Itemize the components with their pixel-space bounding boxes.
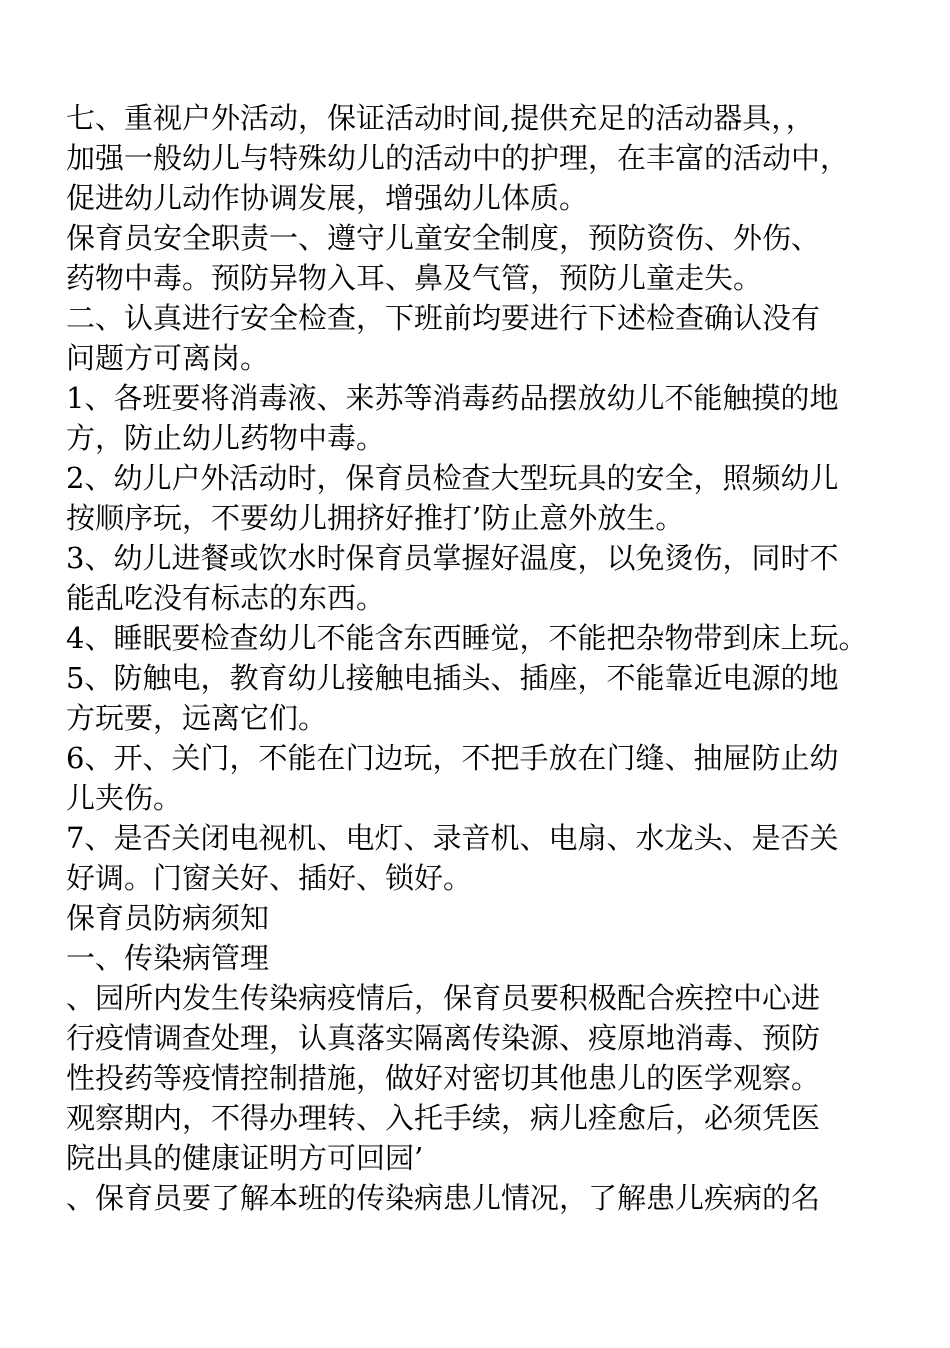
text-line: 2、幼儿户外活动时，保育员检查大型玩具的安全，照频幼儿	[66, 461, 839, 495]
list-item-4	[66, 618, 926, 658]
text-line: 二、认真进行安全检查，下班前均要进行下述检查确认没有	[66, 301, 821, 335]
text-line: 1、各班要将消毒液、来苏等消毒药品摆放幼儿不能触摸的地	[66, 381, 839, 415]
text-line: 行疫情调查处理，认真落实隔离传染源、疫原地消毒、预防	[66, 1021, 821, 1055]
list-item-3	[66, 538, 926, 618]
text-line: 性投药等疫情控制措施，做好对密切其他患儿的医学观察。	[66, 1061, 821, 1095]
text-line: 能乱吃没有标志的东西。	[66, 581, 386, 615]
section-heading-disease-prevention	[66, 898, 926, 938]
list-item-5	[66, 658, 926, 738]
list-item-6	[66, 738, 926, 818]
text-line: 按顺序玩，不要幼儿拥挤好推打’防止意外放生。	[66, 501, 685, 535]
text-line: 4、睡眠要检查幼儿不能含东西睡觉，不能把杂物带到床上玩。	[66, 621, 868, 655]
text-line: 保育员防病须知	[66, 901, 270, 935]
text-line: 促进幼儿动作协调发展，增强幼儿体质。	[66, 181, 589, 215]
list-item-7	[66, 818, 926, 898]
text-line: 一、传染病管理	[66, 941, 270, 975]
paragraph-safety-duties	[66, 218, 926, 298]
list-item-1	[66, 378, 926, 458]
text-line: 观察期内，不得办理转、入托手续，病儿痊愈后，必须凭医	[66, 1101, 821, 1135]
document-page	[66, 98, 926, 1218]
text-line: 好调。门窗关好、插好、锁好。	[66, 861, 473, 895]
text-line: 儿夹伤。	[66, 781, 183, 815]
text-line: 七、重视户外活动，保证活动时间,提供充足的活动器具，，	[66, 101, 815, 135]
text-line: 5、防触电，教育幼儿接触电插头、插座，不能靠近电源的地	[66, 661, 839, 695]
text-line: 6、开、关门，不能在门边玩，不把手放在门缝、抽屉防止幼	[66, 741, 839, 775]
paragraph-outdoor-activity	[66, 98, 926, 218]
text-line: 药物中毒。预防异物入耳、鼻及气管，预防儿童走失。	[66, 261, 763, 295]
text-line: 7、是否关闭电视机、电灯、录音机、电扇、水龙头、是否关	[66, 821, 839, 855]
text-line: 方，防止幼儿药物中毒。	[66, 421, 386, 455]
paragraph-outbreak-handling	[66, 978, 926, 1178]
paragraph-safety-check	[66, 298, 926, 378]
list-item-2	[66, 458, 926, 538]
paragraph-class-awareness	[66, 1178, 926, 1218]
subsection-heading-infectious-disease	[66, 938, 926, 978]
text-line: 加强一般幼儿与特殊幼儿的活动中的护理，在丰富的活动中，	[66, 141, 850, 175]
text-line: 3、幼儿进餐或饮水时保育员掌握好温度，以免烫伤，同时不	[66, 541, 839, 575]
text-line: 院出具的健康证明方可回园’	[66, 1141, 424, 1175]
text-line: 问题方可离岗。	[66, 341, 270, 375]
text-line: 方玩要，远离它们。	[66, 701, 328, 735]
text-line: 保育员安全职责一、遵守儿童安全制度，预防资伤、外伤、	[66, 221, 821, 255]
text-line: 、保育员要了解本班的传染病患儿情况，了解患儿疾病的名	[66, 1181, 821, 1215]
text-line: 、园所内发生传染病疫情后，保育员要积极配合疾控中心进	[66, 981, 821, 1015]
